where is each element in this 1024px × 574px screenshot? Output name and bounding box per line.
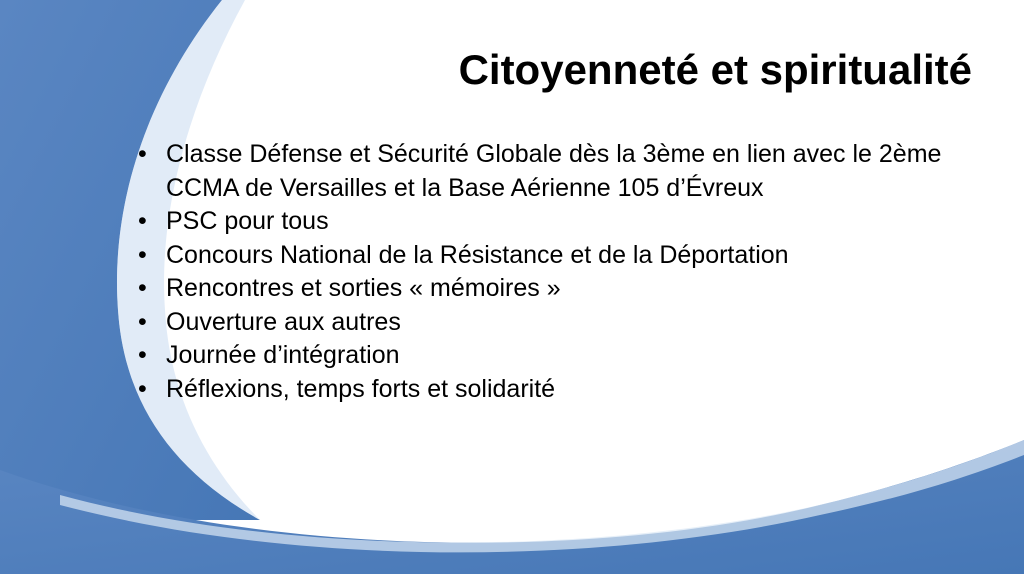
bullet-marker: •: [138, 207, 147, 235]
bullet-marker: •: [138, 240, 147, 269]
bullet-marker: •: [138, 341, 147, 369]
slide-title: Citoyenneté et spiritualité: [458, 46, 972, 93]
bullet-marker: •: [138, 374, 147, 403]
bullet-marker: •: [138, 140, 147, 168]
list-item: [136, 306, 976, 340]
list-item-text: Réflexions, temps forts et solidarité: [166, 374, 556, 403]
list-item-text: PSC pour tous: [166, 207, 329, 235]
list-item: [136, 138, 976, 205]
list-item-text: Journée d’intégration: [166, 341, 400, 369]
list-item-text: Rencontres et sorties « mémoires »: [166, 274, 561, 302]
bullet-list: [136, 138, 976, 406]
bullet-marker: •: [138, 307, 147, 336]
bullet-marker: •: [138, 274, 147, 302]
list-item-text: Ouverture aux autres: [166, 307, 401, 336]
list-item-text: Classe Défense et Sécurité Globale dès la 3ème en lien avec le 2ème CCMA de Versailles et la Base Aérienne 105 d’Évreux: [166, 140, 942, 202]
list-item: [136, 205, 976, 239]
list-item: [136, 339, 976, 373]
list-item: [136, 373, 976, 407]
list-item-text: Concours National de la Résistance et de la Déportation: [166, 240, 789, 269]
list-item: [136, 239, 976, 273]
list-item: [136, 272, 976, 306]
